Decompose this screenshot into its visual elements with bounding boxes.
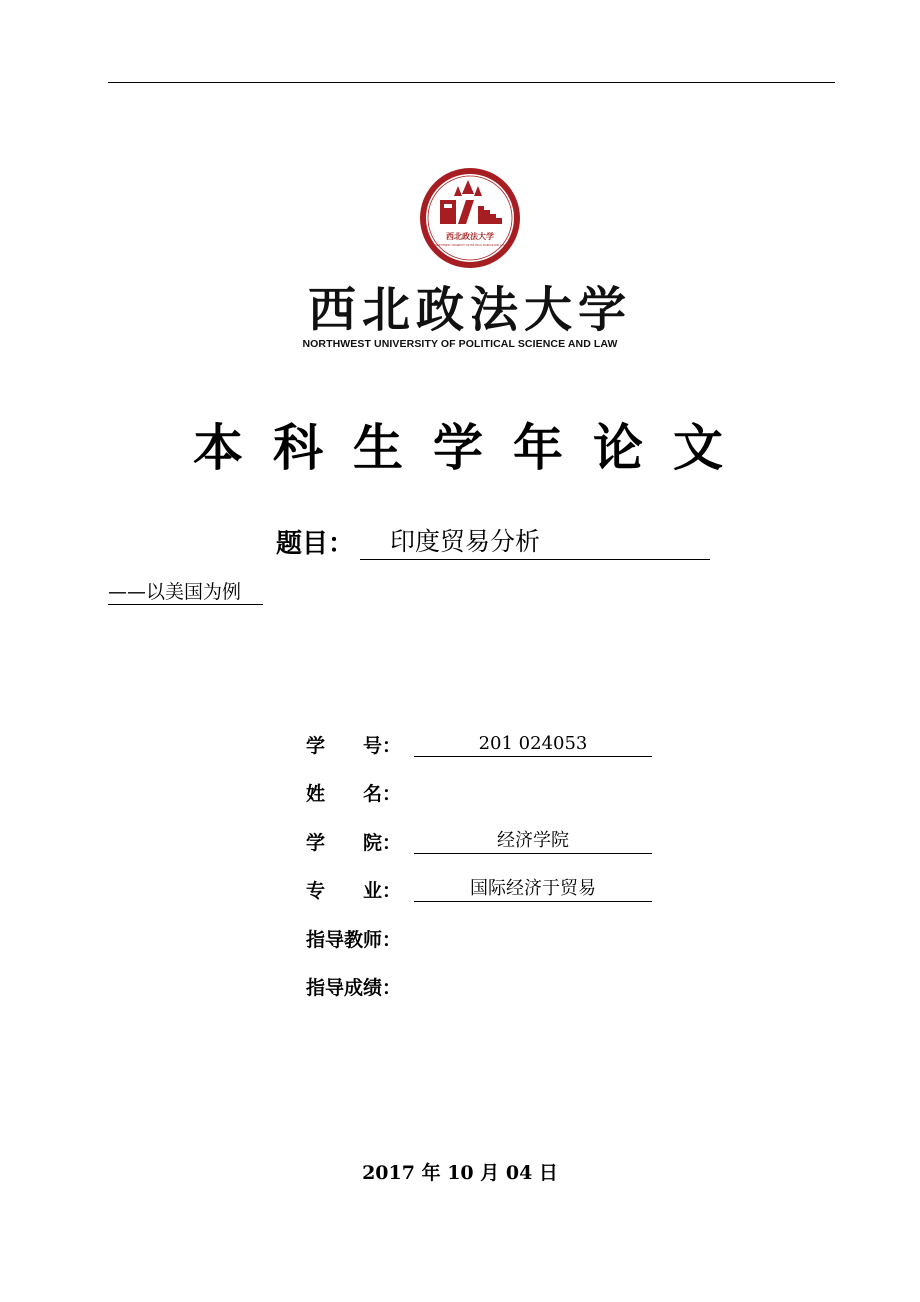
- major-value: 国际经济于贸易: [414, 877, 652, 902]
- thesis-title: 本科生学年论文: [193, 418, 753, 477]
- header-rule: [108, 82, 835, 83]
- university-name-logo: [288, 282, 652, 334]
- submission-date: 2017 年 10 月 04 日: [362, 1162, 558, 1184]
- info-row-student-id: [306, 720, 652, 769]
- info-block: [306, 720, 652, 1011]
- info-row-school: [306, 817, 652, 866]
- school-value: 经济学院: [414, 829, 652, 854]
- emblem-name-text: 西北政法大学: [446, 232, 494, 241]
- major-label: 专 业：: [306, 880, 402, 903]
- emblem-en-text: NORTHWEST UNIVERSITY OF POLITICAL SCIENCE AND LAW: [435, 244, 505, 247]
- topic-row: [276, 524, 710, 560]
- grade-label: 指导成绩：: [306, 977, 402, 1000]
- info-row-major: [306, 866, 652, 915]
- school-label: 学 院：: [306, 831, 402, 854]
- info-row-grade: [306, 963, 652, 1012]
- subtitle: ——以美国为例: [108, 580, 263, 605]
- info-row-advisor: [306, 914, 652, 963]
- university-emblem-icon: [418, 166, 522, 270]
- university-name-text: 西北政法大学: [307, 282, 633, 334]
- info-row-name: [306, 769, 652, 818]
- topic-label: 题目：: [276, 529, 355, 559]
- topic-value: 印度贸易分析: [360, 525, 710, 560]
- student-id-value: 201 024053: [414, 732, 652, 757]
- university-name-en: NORTHWEST UNIVERSITY OF POLITICAL SCIENCE AND LAW: [302, 338, 618, 350]
- name-label: 姓 名：: [306, 783, 402, 806]
- advisor-label: 指导教师：: [306, 928, 402, 951]
- student-id-label: 学 号：: [306, 734, 402, 757]
